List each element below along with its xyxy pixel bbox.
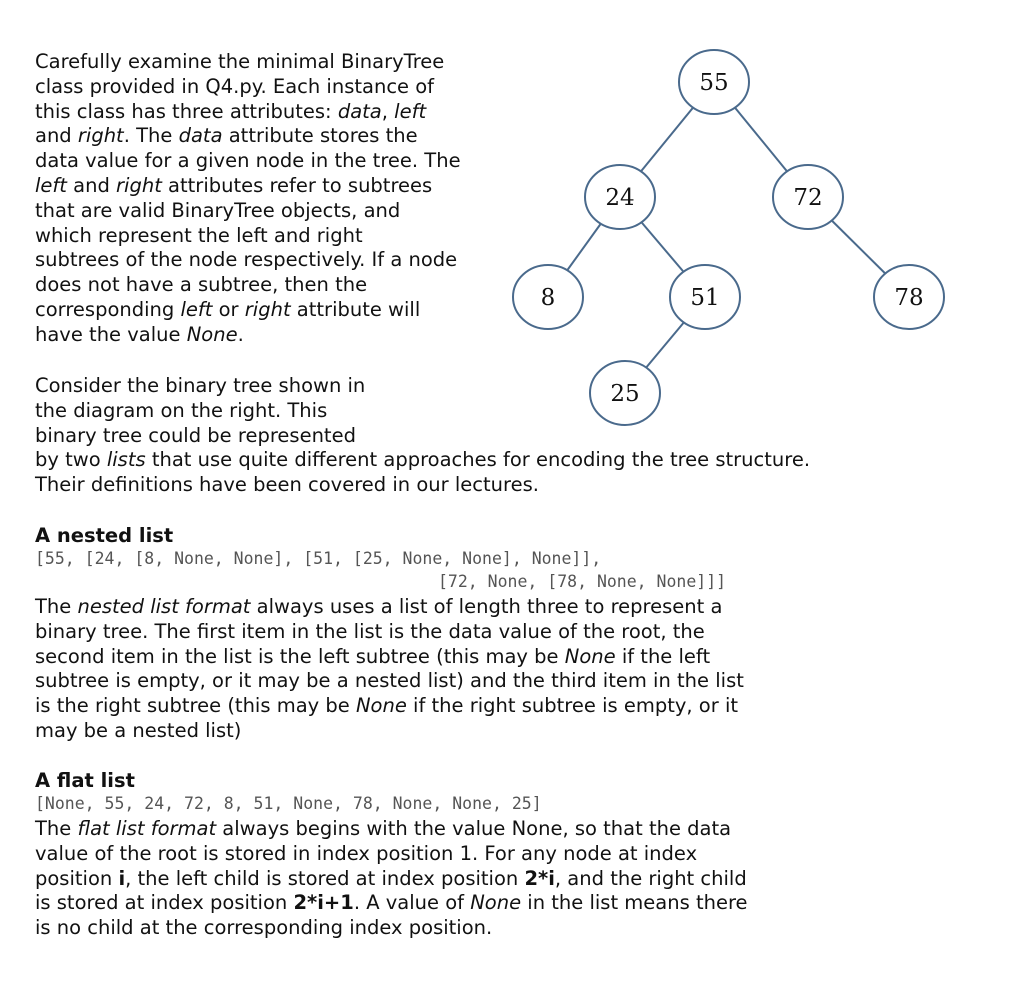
intro-line: left and right attributes refer to subtrees — [35, 173, 433, 197]
nested-line: binary tree. The first item in the list is the data value of the root, the — [35, 619, 705, 643]
consider-line: binary tree could be represented — [35, 423, 356, 447]
tree-node-label: 51 — [690, 285, 720, 311]
tree-edge-24-51 — [641, 222, 683, 271]
consider-line: Consider the binary tree shown in — [35, 374, 366, 397]
tree-node-72 — [773, 165, 843, 229]
flat-list-heading: A flat list — [35, 769, 135, 792]
tree-node-label: 55 — [699, 70, 729, 96]
intro-line: class provided in Q4.py. Each instance of — [35, 74, 435, 98]
tree-edge-24-8 — [567, 224, 601, 271]
consider-line: Their definitions have been covered in our lectures. — [35, 473, 539, 497]
tree-edge-72-78 — [832, 221, 886, 274]
nested-line: may be a nested list) — [35, 718, 242, 742]
tree-node-25 — [590, 361, 660, 425]
flat-line: is no child at the corresponding index position. — [35, 916, 493, 940]
intro-line: corresponding left or right attribute will — [35, 297, 421, 321]
tree-node-55 — [679, 50, 749, 114]
intro-line: Carefully examine the minimal BinaryTree — [35, 50, 445, 73]
flat-line: is stored at index position 2*i+1. A value of None in the list means there — [35, 891, 748, 915]
flat-line: position i, the left child is stored at index position 2*i, and the right child — [35, 866, 747, 890]
tree-node-78 — [874, 265, 944, 329]
tree-node-label: 78 — [894, 285, 924, 311]
nested-line: subtree is empty, or it may be a nested list) and the third item in the list — [35, 669, 744, 693]
nested-list-code: [55, [24, [8, None, None], [51, [25, None, None], None]], — [35, 549, 602, 568]
intro-line: does not have a subtree, then the — [35, 273, 368, 297]
consider-line: the diagram on the right. This — [35, 398, 328, 422]
tree-edge-51-25 — [646, 322, 684, 367]
consider-line: by two lists that use quite different approaches for encoding the tree structure. — [35, 448, 811, 472]
flat-list-code: [None, 55, 24, 72, 8, 51, None, 78, None, None, 25] — [35, 794, 542, 813]
flat-line: value of the root is stored in index position 1. For any node at index — [35, 841, 698, 865]
intro-line: this class has three attributes: data, left — [35, 99, 427, 123]
intro-line: and right. The data attribute stores the — [35, 124, 418, 148]
intro-line: have the value None. — [35, 322, 244, 346]
nested-list-code-continued: [72, None, [78, None, None]]] — [438, 572, 727, 591]
intro-line: subtrees of the node respectively. If a node — [35, 248, 458, 272]
tree-node-label: 72 — [793, 185, 823, 211]
tree-node-label: 25 — [610, 381, 640, 407]
intro-line: that are valid BinaryTree objects, and — [35, 198, 401, 222]
tree-edge-55-24 — [641, 108, 693, 172]
tree-node-24 — [585, 165, 655, 229]
tree-node-label: 8 — [540, 285, 556, 311]
nested-line: The nested list format always uses a list of length three to represent a — [35, 595, 723, 618]
nested-line: second item in the list is the left subtree (this may be None if the left — [35, 644, 711, 668]
intro-line: data value for a given node in the tree. The — [35, 149, 461, 173]
flat-line: The flat list format always begins with the value None, so that the data — [35, 817, 732, 840]
tree-node-label: 24 — [605, 185, 635, 211]
intro-line: which represent the left and right — [35, 223, 363, 247]
nested-list-heading: A nested list — [35, 524, 174, 547]
tree-node-51 — [670, 265, 740, 329]
nested-line: is the right subtree (this may be None if the right subtree is empty, or it — [35, 694, 739, 718]
tree-edge-55-72 — [735, 108, 787, 172]
tree-node-8 — [513, 265, 583, 329]
